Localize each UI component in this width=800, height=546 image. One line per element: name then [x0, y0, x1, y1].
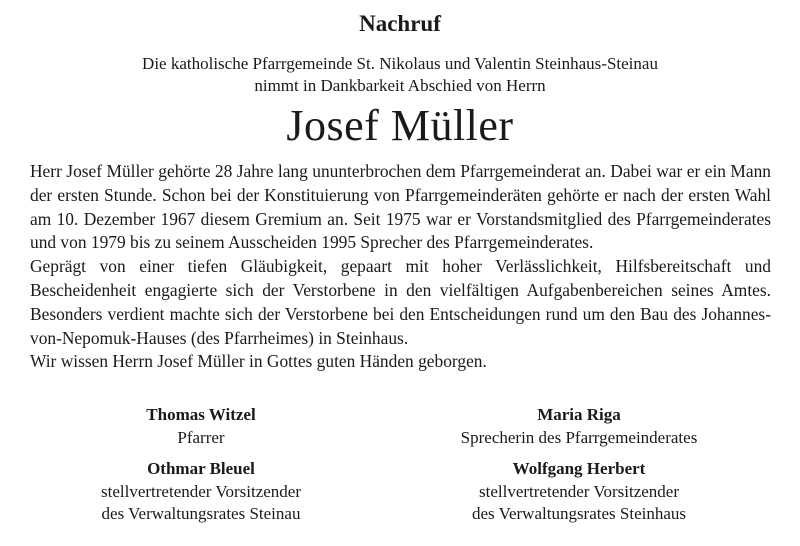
signatory-name: Wolfgang Herbert [512, 459, 646, 478]
intro-text [0, 53, 800, 97]
signatory-name: Thomas Witzel [146, 405, 256, 424]
signatory-role: stellvertretender Vorsitzender [479, 481, 679, 501]
intro-line-1: Die katholische Pfarrgemeinde St. Nikolaus und Valentin Steinhaus-Steinau [142, 54, 658, 73]
signatory-role-line-2: des Verwaltungsrates Steinau [101, 504, 301, 523]
signatory-council-speaker [399, 404, 759, 449]
signatory-name: Othmar Bleuel [147, 459, 255, 478]
obituary-body [30, 160, 771, 374]
signatory-role: Sprecherin des Pfarrgemeinderates [460, 427, 698, 447]
paragraph-closing: Wir wissen Herrn Josef Müller in Gottes guten Händen geborgen. [30, 351, 487, 372]
notice-heading: Nachruf [359, 11, 441, 36]
paragraph-character: Geprägt von einer tiefen Gläubigkeit, gepaart mit hoher Verlässlichkeit, Hilfsbereitschaft und Bescheidenheit engagierte sich der Verstorbene in den vielfältigen Aufgabenbereichen seines Amtes. Besonders verdient machte sich der Verstorbene bei den Entscheidungen rund um den Bau des Johannes-von-Nepomuk-Hauses (des Pfarrheimes) in Steinhaus. [30, 256, 771, 348]
intro-line-2: nimmt in Dankbarkeit Abschied von Herrn [254, 76, 546, 95]
signatory-role: Pfarrer [177, 427, 225, 447]
signatory-vice-chair-steinhaus [399, 458, 759, 526]
signatory-vice-chair-steinau [21, 458, 381, 526]
paragraph-service: Herr Josef Müller gehörte 28 Jahre lang ununterbrochen dem Pfarrgemeinderat an. Dabei war er ein Mann der ersten Stunde. Schon bei der Konstituierung von Pfarrgemeinderäten gehörte er nach der ersten Wahl am 10. Dezember 1967 diesem Gremium an. Seit 1975 war er Vorstandsmitglied des Pfarrgemeinderates und von 1979 bis zu seinem Ausscheiden 1995 Sprecher des Pfarrgemeinderates. [30, 161, 771, 253]
signatory-name: Maria Riga [537, 405, 621, 424]
deceased-name: Josef Müller [286, 101, 514, 150]
signatory-role-line-2: des Verwaltungsrates Steinhaus [471, 504, 687, 523]
signatory-role: stellvertretender Vorsitzender [101, 481, 301, 501]
signatory-pastor [21, 404, 381, 449]
